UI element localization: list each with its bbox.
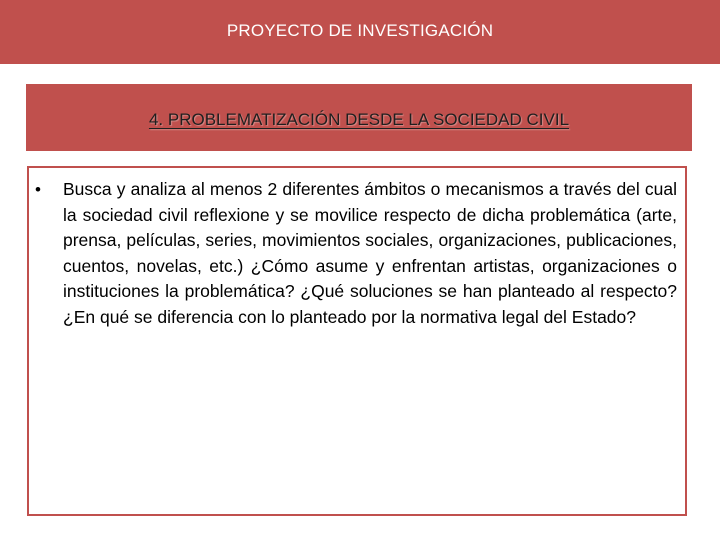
header-banner bbox=[0, 0, 720, 64]
bullet-icon: • bbox=[35, 180, 41, 199]
section-heading: 4. PROBLEMATIZACIÓN DESDE LA SOCIEDAD CIVIL bbox=[148, 109, 570, 129]
section-heading-box bbox=[26, 84, 692, 151]
bullet-item bbox=[35, 177, 677, 330]
content-box bbox=[27, 166, 687, 516]
page-title: PROYECTO DE INVESTIGACIÓN bbox=[226, 21, 494, 40]
bullet-text: Busca y analiza al menos 2 diferentes ámbitos o mecanismos a través del cual la sociedad civil reflexione y se movilice respecto de dicha problemática (arte, prensa, películas, series, movimientos sociales, organizaciones, publicaciones, cuentos, novelas, etc.) ¿Cómo asume y enfrentan artistas, organizaciones o instituciones la problemática? ¿Qué soluciones se han planteado al respecto? ¿En qué se diferencia con lo planteado por la normativa legal del Estado? bbox=[63, 179, 677, 327]
